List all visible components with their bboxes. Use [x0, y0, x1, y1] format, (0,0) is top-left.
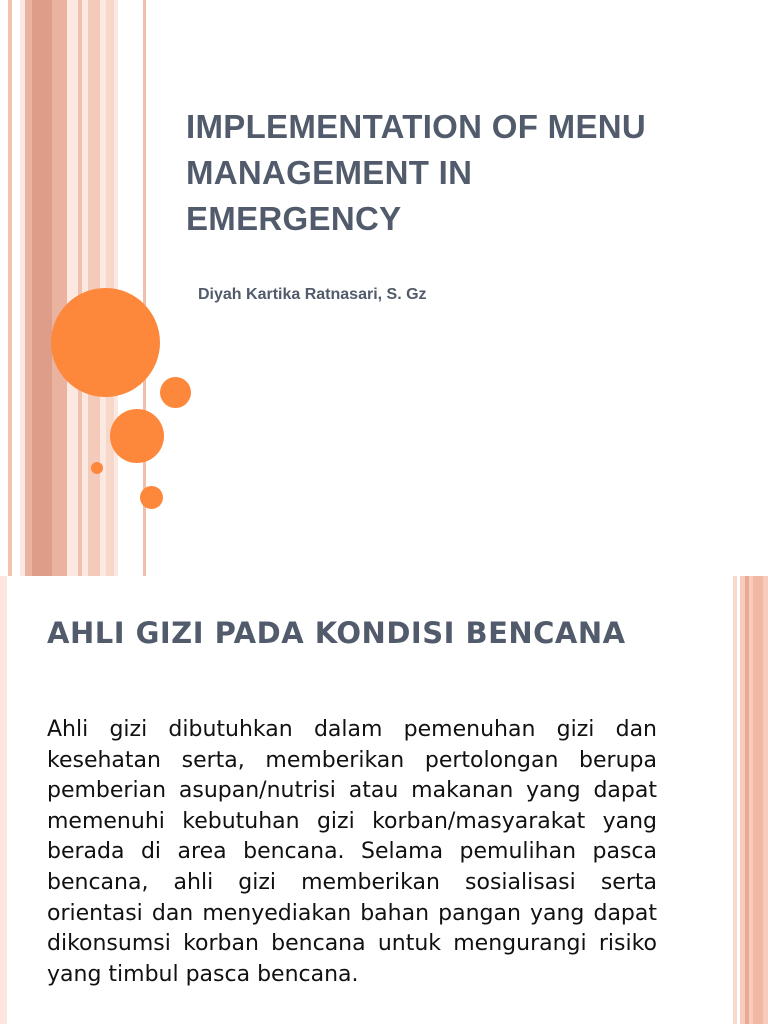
- decorative-circle: [110, 409, 164, 463]
- stripe-decoration: [78, 0, 82, 576]
- stripe-decoration: [733, 576, 737, 1024]
- decorative-circle-tiny: [91, 462, 103, 474]
- stripe-decoration: [753, 576, 763, 1024]
- stripe-decoration: [32, 0, 52, 576]
- decorative-circle: [160, 377, 191, 408]
- decorative-circle: [140, 486, 163, 509]
- slide-2: [0, 576, 768, 1024]
- stripe-decoration: [745, 576, 749, 1024]
- decorative-circle-large: [51, 288, 160, 397]
- slide-body-text: Ahli gizi dibutuhkan dalam pemenuhan gizi dan kesehatan serta, memberikan pertolongan berupa pemberian asupan/nutrisi atau makanan yang dapat memenuhi kebutuhan gizi korban/masyarakat yang berada di area bencana. Selama pemulihan pasca bencana, ahli gizi memberikan sosialisasi serta orientasi dan menyediakan bahan pangan yang dapat dikonsumsi korban bencana untuk mengurangi risiko yang timbul pasca bencana.: [47, 717, 657, 987]
- slide-title: IMPLEMENTATION OF MENU MANAGEMENT IN EMERGENCY: [186, 108, 647, 237]
- slide-subtitle: Diyah Kartika Ratnasari, S. Gz: [198, 286, 427, 303]
- stripe-decoration: [8, 0, 12, 576]
- stripe-decoration: [0, 576, 7, 1024]
- slide-title: AHLI GIZI PADA KONDISI BENCANA: [47, 616, 626, 650]
